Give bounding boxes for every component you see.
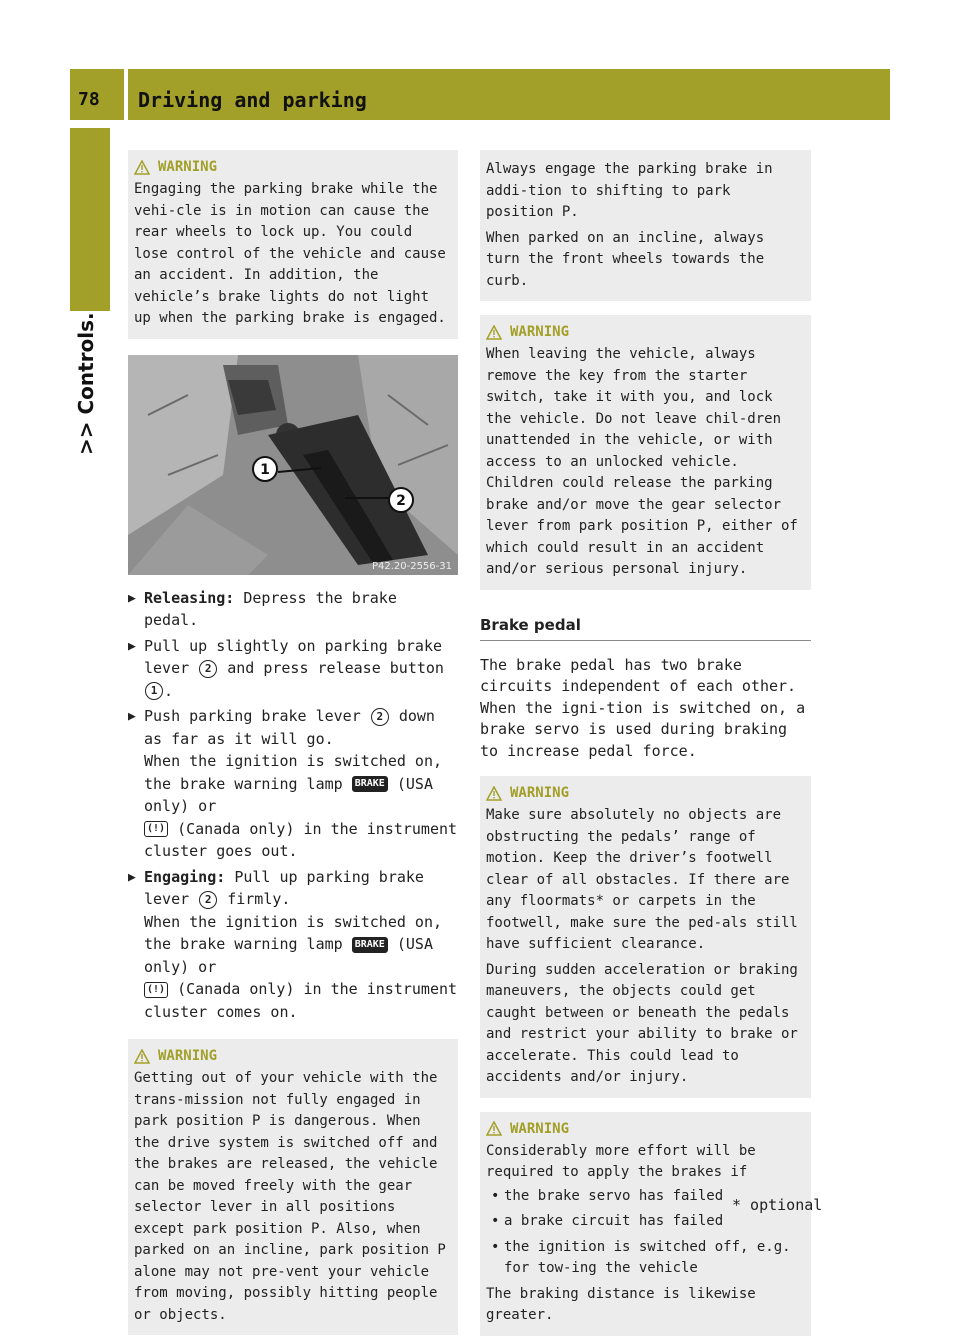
section-heading-brake-pedal: Brake pedal	[480, 616, 811, 641]
warning-box-1	[128, 150, 458, 339]
step-text: (Canada only) in the instrument cluster comes on.	[144, 980, 458, 1021]
warning-text: Considerably more effort will be required to apply the brakes if	[486, 1142, 756, 1180]
brake-lamp-usa-icon: BRAKE	[352, 776, 388, 792]
page-title: Driving and parking	[138, 88, 367, 112]
step-text: (USA only) or	[144, 774, 433, 815]
warning-triangle-icon	[486, 1121, 502, 1136]
step-text: down as far as it will go.	[144, 707, 435, 748]
warning-label: WARNING	[510, 1120, 570, 1137]
warning-triangle-icon	[134, 1049, 150, 1064]
callout-label-2: 2	[396, 492, 406, 509]
number-2-icon: 2	[199, 660, 217, 678]
warning-label: WARNING	[510, 785, 570, 801]
page-number: 78	[78, 89, 100, 110]
info-text: Always engage the parking brake in addi-tion to shifting to park position P.	[486, 161, 773, 220]
photo-code: P42.20-2556-31	[371, 560, 452, 572]
warning-text: Make sure absolutely no objects are obstructing the pedals’ range of motion. Keep the driver’s footwell clear of all obstacles. If there are any floormats* or carpets in the footwell, make sure the ped-als still have sufficient clearance.	[486, 807, 798, 952]
warning-label: WARNING	[158, 159, 218, 175]
step-arrow-icon: ▶	[128, 638, 136, 654]
warning-header	[486, 1121, 805, 1137]
number-1-icon: 1	[145, 682, 163, 700]
step-pull-up: ▶ Pull up slightly on parking brake lever 2 and press release button 1 .	[128, 635, 458, 703]
list-item: • the ignition is switched off, e.g. for tow-ing the vehicle	[486, 1237, 805, 1280]
step-text: firmly.	[227, 890, 291, 908]
brake-lamp-usa-icon: BRAKE	[352, 937, 388, 953]
warning-triangle-icon	[134, 160, 150, 175]
side-tab	[70, 128, 110, 311]
brake-pedal-text: The brake pedal has two brake circuits independent of each other. When the igni-tion is switched on, a brake servo is used during braking to increase pedal force.	[480, 655, 806, 760]
warning-header	[486, 324, 805, 340]
step-text: Push parking brake lever	[144, 707, 361, 725]
info-text: When parked on an incline, always turn the front wheels towards the curb.	[486, 229, 765, 289]
warning-triangle-icon	[486, 786, 502, 801]
step-label: Releasing:	[144, 588, 235, 607]
header-separator	[124, 69, 128, 120]
side-tab-label: >> Controls.	[74, 312, 98, 455]
step-text: Pull up slightly on parking brake lever	[144, 636, 443, 677]
step-label: Engaging:	[144, 867, 226, 886]
callout-label-1: 1	[260, 461, 270, 478]
step-releasing	[128, 587, 458, 632]
parking-brake-photo	[128, 355, 458, 575]
step-arrow-icon: ▶	[128, 590, 136, 606]
right-column	[480, 150, 811, 1336]
info-box	[480, 150, 811, 301]
step-text: When the ignition is switched on, the brake warning lamp	[144, 752, 443, 793]
step-engaging	[128, 866, 458, 1024]
step-text: (Canada only) in the instrument cluster goes out.	[144, 819, 458, 860]
step-text: When the ignition is switched on, the brake warning lamp	[144, 912, 443, 953]
step-text: (USA only) or	[144, 935, 433, 976]
warning-text: Engaging the parking brake while the vehi-cle is in motion can cause the rear wheels to lock up. You could lose control of the vehicle and cause an accident. In addition, the vehicle’s brake lights do not light up when the parking brake is engaged.	[134, 181, 446, 326]
list-item: • a brake circuit has failed	[486, 1211, 805, 1233]
brake-lamp-canada-icon: (!)	[144, 821, 168, 837]
step-list	[128, 587, 458, 1024]
footer-optional-note: * optional	[732, 1196, 823, 1214]
warning-header	[134, 1048, 452, 1064]
warning-box-4	[480, 776, 811, 1098]
number-2-icon: 2	[199, 891, 217, 909]
step-text: Pull up parking brake lever	[144, 867, 424, 908]
left-column	[128, 150, 458, 1335]
warning-header	[486, 785, 805, 801]
warning-label: WARNING	[158, 1048, 218, 1064]
warning-text: When leaving the vehicle, always remove the key from the starter switch, take it with you, and lock the vehicle. Do not leave chil-dren unattended in the vehicle, or with access to an unlocked vehicle. Children could release the parking brake and/or move the gear selector lever from park position P, either of which could result in an accident and/or serious personal injury.	[486, 346, 798, 577]
warning-text: The braking distance is likewise greater.	[486, 1285, 756, 1323]
step-text: and press release button	[227, 659, 444, 677]
list-item: • the brake servo has failed	[486, 1186, 805, 1208]
warning-text: During sudden acceleration or braking maneuvers, the objects could get caught between or beneath the pedals and restrict your ability to brake or accelerate. This could lead to accidents and/or injury.	[486, 961, 798, 1085]
number-2-icon: 2	[371, 708, 389, 726]
warning-label: WARNING	[510, 324, 570, 340]
warning-box-3	[480, 315, 811, 590]
warning-text: Getting out of your vehicle with the trans-mission not fully engaged in park position P is dangerous. When the drive system is switched off and the brakes are released, the vehicle can be moved freely with the gear selector lever in all positions except park position P. Also, when parked on an incline, park position P alone may not pre-vent your vehicle from moving, possibly hitting people or objects.	[134, 1070, 446, 1323]
step-arrow-icon: ▶	[128, 869, 136, 885]
photo-illustration	[128, 355, 458, 575]
warning-triangle-icon	[486, 325, 502, 340]
step-push-down	[128, 705, 458, 863]
brake-lamp-canada-icon: (!)	[144, 982, 168, 998]
warning-box-2	[128, 1039, 458, 1335]
step-text: Depress the brake pedal.	[144, 588, 397, 629]
warning-header	[134, 159, 452, 175]
step-arrow-icon: ▶	[128, 709, 136, 724]
